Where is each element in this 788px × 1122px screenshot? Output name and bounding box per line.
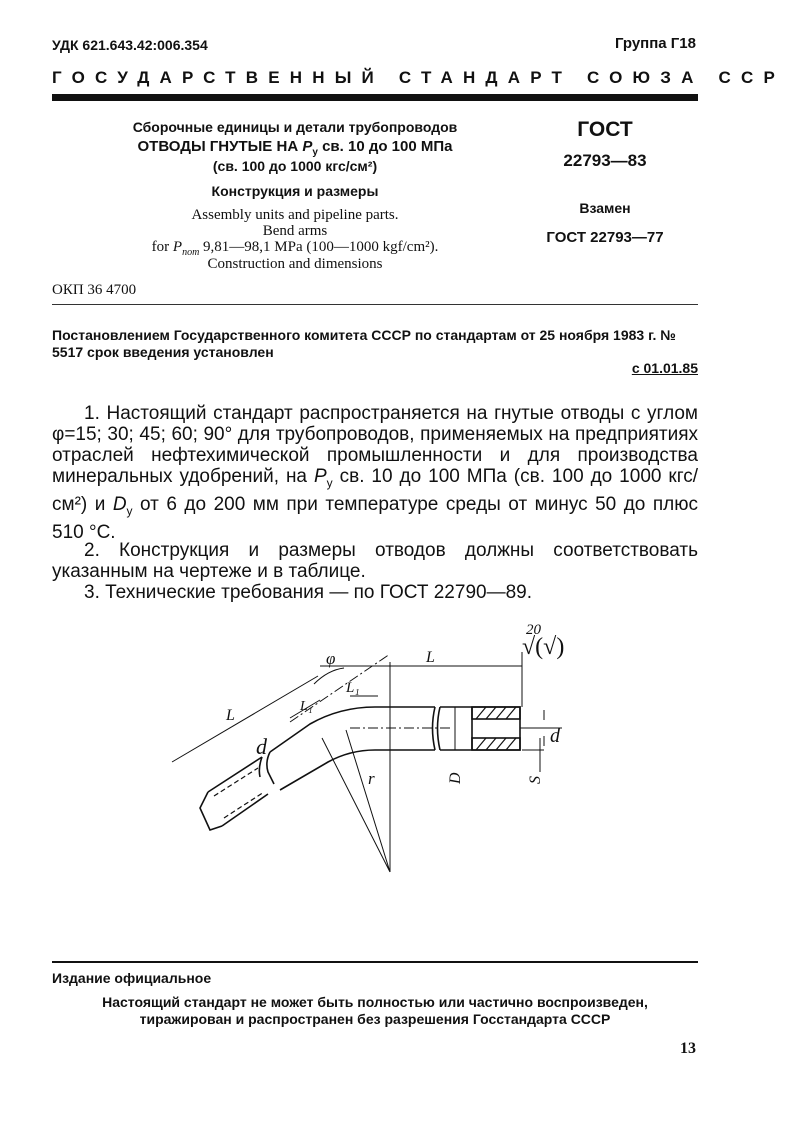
decree-text: Постановлением Государственного комитета СССР по стандартам от 25 ноября 1983 г. № 5517 срок введения установлен [52,327,676,360]
label-L-diag: L [226,707,235,724]
label-L1-top: L₁ [346,680,360,696]
edition-label: Издание официальное [52,970,212,986]
title-en-line3-post: 9,81—98,1 MPa (100—1000 kgf/cm²). [199,239,439,255]
notice-line-1: Настоящий стандарт не может быть полностью или частично воспроизведен, [102,994,648,1010]
gost-number: 22793—83 [563,151,647,170]
replace-value: ГОСТ 22793—77 [546,229,664,246]
label-d-right: d [550,725,560,747]
roughness-symbol: √(√) [522,634,565,660]
dim-phi-arc [314,668,344,684]
header-rule [52,94,698,101]
dim-S [522,738,544,772]
gost-label: ГОСТ [577,118,633,141]
wall-section-bottom [472,738,520,750]
paragraph-2 [52,540,698,582]
title-ru-line4: Конструкция и размеры [211,183,379,199]
state-standard-heading: ГОСУДАРСТВЕННЫЙ СТАНДАРТ СОЮЗА ССР [52,68,785,87]
title-en-line3-pre: for [151,239,173,255]
paragraph-1 [52,403,698,543]
group-code: Группа Г18 [614,35,696,52]
title-rule [52,304,698,305]
title-ru-line2-post: св. 10 до 100 МПа [317,138,453,155]
paragraph-1-d-symbol: D [112,493,127,515]
label-D: D [447,772,464,784]
title-en-line2: Bend arms [262,223,328,239]
thread-lines [214,768,264,818]
title-en-p-symbol: P [172,239,183,255]
notice-line-2: тиражирован и распространен без разрешения Госстандарта СССР [139,1011,611,1027]
paragraph-1-part-b: св. 10 до 100 МПа (св. 100 до 1000 кгс/см²) и [52,466,699,515]
bend-inner [280,750,375,790]
paragraph-1-part-c: от 6 до 200 мм при температуре среды от минус 50 до плюс 510 °С. [52,493,698,543]
label-S: S [527,776,544,784]
label-L-top: L [426,649,435,666]
title-en-line1: Assembly units and pipeline parts. [191,207,399,223]
wall-hatching [476,707,516,750]
udk-code: УДК 621.643.42:006.354 [52,37,208,53]
wall-section-top [472,707,520,719]
label-L1-diag: L₁ [300,699,313,714]
title-ru-line3: (св. 100 до 1000 кгс/см²) [212,158,378,174]
paragraph-3-text: 3. Технические требования — по ГОСТ 22790—89. [84,582,532,603]
paragraph-2-text: 2. Конструкция и размеры отводов должны соответствовать указанным на чертеже и в таблице. [52,540,698,582]
title-ru-p-subscript: у [312,147,318,158]
roughness-value: 20 [526,622,541,638]
title-en-line4: Construction and dimensions [207,256,383,272]
paragraph-1-p-symbol: P [313,466,327,487]
copyright-notice [52,994,698,1028]
effective-date: с 01.01.85 [631,360,698,376]
label-phi: φ [326,649,336,668]
okp-code: ОКП 36 4700 [52,282,137,298]
title-ru-line2-pre: ОТВОДЫ ГНУТЫЕ НА [137,138,303,155]
title-ru-p-symbol: P [302,138,313,155]
label-d-diag: d [256,734,267,759]
replace-label: Взамен [579,200,631,216]
paragraph-3 [52,582,698,603]
bend-outer [270,707,375,752]
dim-L-diag [172,676,318,762]
title-en-p-subscript: nom [182,247,200,258]
page-number: 13 [680,1040,696,1057]
label-r: r [368,769,375,788]
paragraph-1-p-subscript: у [326,475,333,490]
paragraph-1-part-a: 1. Настоящий стандарт распространяется на гнутые отводы с углом φ=15; 30; 45; 60; 90° для трубопроводов, применяемых на предприятиях отраслей нефтехимической промышленности и для производства минеральных удобрений, на [52,403,698,487]
footer-rule [52,961,698,963]
bend-arm-drawing [150,612,610,892]
title-ru-line1: Сборочные единицы и детали трубопроводов [132,119,458,135]
paragraph-1-d-subscript: у [126,503,133,518]
pipe-chamfer-end [200,792,222,830]
